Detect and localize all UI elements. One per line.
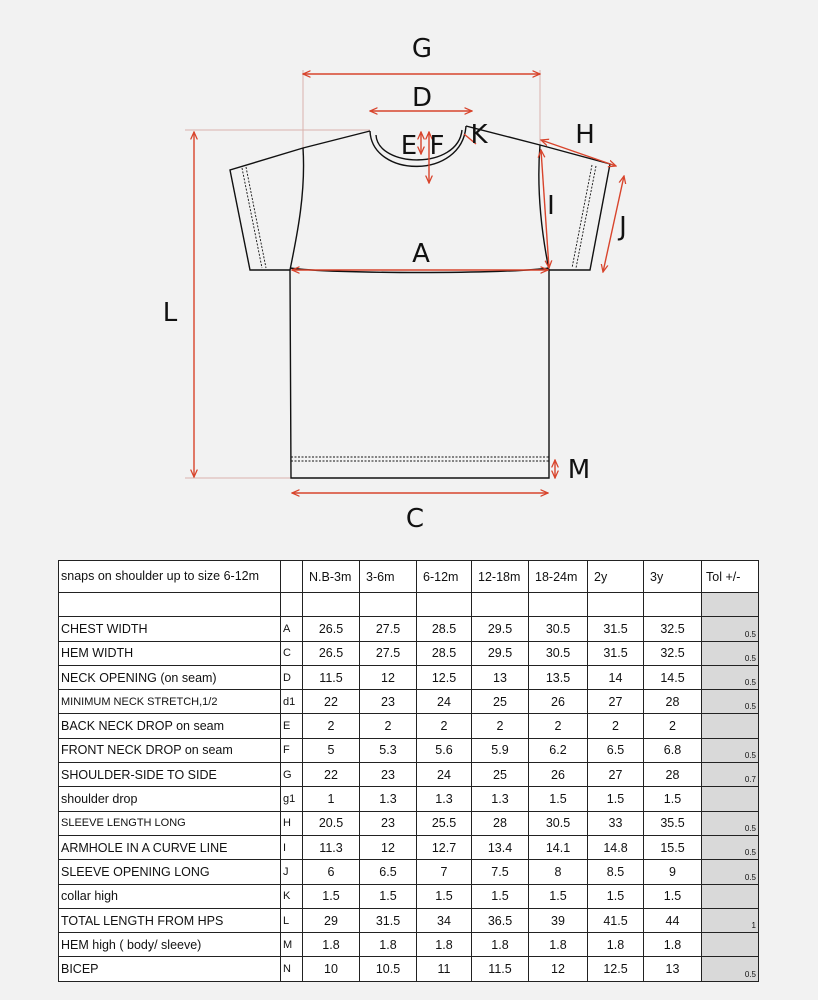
measurement-code: K <box>281 884 303 908</box>
size-column-header: 2y <box>588 561 644 593</box>
measurement-value: 13.4 <box>472 835 529 859</box>
measurement-value: 12.5 <box>588 957 644 981</box>
measurement-value: 28 <box>644 763 702 787</box>
measurement-value: 5.3 <box>360 738 417 762</box>
measurement-value: 36.5 <box>472 908 529 932</box>
tolerance-cell: 0.5 <box>702 665 759 689</box>
tolerance-cell: 0.5 <box>702 641 759 665</box>
measurement-value: 11 <box>417 957 472 981</box>
table-header-row <box>59 561 759 593</box>
measurement-value: 25 <box>472 763 529 787</box>
tolerance-cell: 0.5 <box>702 835 759 859</box>
measurement-value: 30.5 <box>529 617 588 641</box>
measurement-value: 1.8 <box>417 933 472 957</box>
measurement-value: 1.8 <box>644 933 702 957</box>
empty-cell <box>303 593 360 617</box>
measurement-code: J <box>281 860 303 884</box>
measurement-value: 14 <box>588 665 644 689</box>
measurement-value: 5.6 <box>417 738 472 762</box>
measurement-value: 6.8 <box>644 738 702 762</box>
measurement-value: 6 <box>303 860 360 884</box>
measurement-value: 11.3 <box>303 835 360 859</box>
measurement-code: D <box>281 665 303 689</box>
measurement-label: HEM WIDTH <box>59 641 281 665</box>
empty-cell <box>472 593 529 617</box>
table-row <box>59 811 759 835</box>
table-row <box>59 860 759 884</box>
measurement-value: 13 <box>472 665 529 689</box>
measurement-value: 29 <box>303 908 360 932</box>
measurement-value: 12 <box>360 835 417 859</box>
measurement-label: SLEEVE OPENING LONG <box>59 860 281 884</box>
dimension-label-k: K <box>470 120 488 150</box>
size-column-header: 12-18m <box>472 561 529 593</box>
measurement-value: 12 <box>360 665 417 689</box>
measurement-value: 27.5 <box>360 641 417 665</box>
measurement-value: 30.5 <box>529 811 588 835</box>
measurement-label: shoulder drop <box>59 787 281 811</box>
measurement-value: 27 <box>588 763 644 787</box>
measurement-label: SLEEVE LENGTH LONG <box>59 811 281 835</box>
measurement-code: I <box>281 835 303 859</box>
measurement-value: 1.3 <box>472 787 529 811</box>
empty-cell <box>588 593 644 617</box>
measurement-value: 29.5 <box>472 641 529 665</box>
measurement-value: 26 <box>529 763 588 787</box>
measurement-value: 1.8 <box>303 933 360 957</box>
measurement-code: C <box>281 641 303 665</box>
table-row <box>59 690 759 714</box>
dimension-label-g: G <box>411 34 433 64</box>
table-row <box>59 763 759 787</box>
measurement-value: 15.5 <box>644 835 702 859</box>
measurement-code: H <box>281 811 303 835</box>
measurement-label: FRONT NECK DROP on seam <box>59 738 281 762</box>
measurement-value: 33 <box>588 811 644 835</box>
measurement-label: MINIMUM NECK STRETCH,1/2 <box>59 690 281 714</box>
empty-cell <box>360 593 417 617</box>
table-row <box>59 714 759 738</box>
measurement-value: 1.8 <box>529 933 588 957</box>
measurement-label: BACK NECK DROP on seam <box>59 714 281 738</box>
measurement-value: 26 <box>529 690 588 714</box>
tolerance-cell <box>702 787 759 811</box>
measurement-value: 8.5 <box>588 860 644 884</box>
measurement-value: 1.3 <box>417 787 472 811</box>
dimension-label-h: H <box>575 120 595 150</box>
measurement-code: A <box>281 617 303 641</box>
tolerance-cell: 0.5 <box>702 617 759 641</box>
dimension-label-a: A <box>412 239 430 269</box>
table-row <box>59 884 759 908</box>
measurement-value: 11.5 <box>472 957 529 981</box>
measurement-value: 31.5 <box>588 617 644 641</box>
dimension-label-j: J <box>619 212 627 242</box>
dimension-label-m: M <box>567 455 591 485</box>
measurement-value: 28 <box>644 690 702 714</box>
measurement-value: 27 <box>588 690 644 714</box>
tolerance-cell: 0.5 <box>702 860 759 884</box>
measurement-label: SHOULDER-SIDE TO SIDE <box>59 763 281 787</box>
measurement-value: 34 <box>417 908 472 932</box>
measurement-value: 10.5 <box>360 957 417 981</box>
code-column-header <box>281 561 303 593</box>
empty-cell <box>59 593 281 617</box>
measurement-value: 1.5 <box>303 884 360 908</box>
table-row <box>59 665 759 689</box>
table-row <box>59 835 759 859</box>
measurement-value: 25.5 <box>417 811 472 835</box>
measurement-value: 14.5 <box>644 665 702 689</box>
measurement-value: 28.5 <box>417 617 472 641</box>
dimension-label-d: D <box>411 83 433 113</box>
table-row <box>59 738 759 762</box>
measurement-value: 2 <box>644 714 702 738</box>
size-column-header: N.B-3m <box>303 561 360 593</box>
tolerance-cell: 0.5 <box>702 957 759 981</box>
measurement-value: 41.5 <box>588 908 644 932</box>
measurement-value: 22 <box>303 763 360 787</box>
measurement-value: 32.5 <box>644 641 702 665</box>
measurement-label: BICEP <box>59 957 281 981</box>
table-row <box>59 641 759 665</box>
measurement-code: d1 <box>281 690 303 714</box>
measurement-value: 14.1 <box>529 835 588 859</box>
size-column-header: 18-24m <box>529 561 588 593</box>
dimension-label-c: C <box>405 504 425 534</box>
measurement-value: 5.9 <box>472 738 529 762</box>
measurement-label: collar high <box>59 884 281 908</box>
measurement-value: 2 <box>303 714 360 738</box>
measurement-code: L <box>281 908 303 932</box>
measurement-value: 1.5 <box>588 787 644 811</box>
measurement-value: 13.5 <box>529 665 588 689</box>
measurement-value: 28 <box>472 811 529 835</box>
measurement-label: NECK OPENING (on seam) <box>59 665 281 689</box>
tolerance-cell: 1 <box>702 908 759 932</box>
size-spec-table <box>58 560 759 982</box>
measurement-label: HEM high ( body/ sleeve) <box>59 933 281 957</box>
measurement-value: 7 <box>417 860 472 884</box>
dimension-label-i: I <box>547 191 555 221</box>
measurement-value: 23 <box>360 690 417 714</box>
table-spacer-row <box>59 593 759 617</box>
measurement-code: g1 <box>281 787 303 811</box>
measurement-code: M <box>281 933 303 957</box>
empty-cell <box>281 593 303 617</box>
measurement-value: 31.5 <box>588 641 644 665</box>
measurement-value: 6.5 <box>360 860 417 884</box>
tolerance-cell <box>702 884 759 908</box>
measurement-value: 2 <box>417 714 472 738</box>
measurement-value: 13 <box>644 957 702 981</box>
measurement-value: 1.8 <box>472 933 529 957</box>
empty-cell <box>644 593 702 617</box>
table-row <box>59 957 759 981</box>
tolerance-cell: 0.5 <box>702 738 759 762</box>
measurement-value: 39 <box>529 908 588 932</box>
measurement-label: CHEST WIDTH <box>59 617 281 641</box>
table-row <box>59 908 759 932</box>
measurement-label: ARMHOLE IN A CURVE LINE <box>59 835 281 859</box>
measurement-value: 22 <box>303 690 360 714</box>
measurement-value: 24 <box>417 690 472 714</box>
measurement-value: 12.5 <box>417 665 472 689</box>
empty-cell <box>417 593 472 617</box>
measurement-value: 35.5 <box>644 811 702 835</box>
measurement-value: 12.7 <box>417 835 472 859</box>
measurement-value: 12 <box>529 957 588 981</box>
measurement-value: 1.5 <box>529 787 588 811</box>
measurement-value: 5 <box>303 738 360 762</box>
measurement-value: 44 <box>644 908 702 932</box>
measurement-value: 24 <box>417 763 472 787</box>
dimension-label-l: L <box>162 298 178 328</box>
measurement-value: 14.8 <box>588 835 644 859</box>
measurement-value: 9 <box>644 860 702 884</box>
measurement-value: 26.5 <box>303 641 360 665</box>
measurement-value: 30.5 <box>529 641 588 665</box>
measurement-value: 31.5 <box>360 908 417 932</box>
measurement-value: 1.5 <box>644 884 702 908</box>
measurement-value: 1.8 <box>588 933 644 957</box>
measurement-value: 28.5 <box>417 641 472 665</box>
measurement-value: 8 <box>529 860 588 884</box>
measurement-value: 1.5 <box>529 884 588 908</box>
measurement-value: 6.2 <box>529 738 588 762</box>
measurement-value: 2 <box>588 714 644 738</box>
measurement-value: 25 <box>472 690 529 714</box>
size-column-header: 3y <box>644 561 702 593</box>
measurement-code: G <box>281 763 303 787</box>
measurement-value: 1.5 <box>588 884 644 908</box>
empty-cell <box>529 593 588 617</box>
measurement-value: 1.5 <box>644 787 702 811</box>
measurement-value: 7.5 <box>472 860 529 884</box>
size-column-header: 3-6m <box>360 561 417 593</box>
measurement-value: 11.5 <box>303 665 360 689</box>
measurement-value: 2 <box>472 714 529 738</box>
measurement-value: 32.5 <box>644 617 702 641</box>
measurement-value: 1.5 <box>472 884 529 908</box>
measurement-value: 23 <box>360 811 417 835</box>
measurement-value: 1.5 <box>360 884 417 908</box>
measurement-value: 2 <box>529 714 588 738</box>
measurement-value: 6.5 <box>588 738 644 762</box>
tolerance-cell: 0.5 <box>702 690 759 714</box>
dimension-label-e: E <box>400 131 418 161</box>
table-row <box>59 933 759 957</box>
measurement-code: E <box>281 714 303 738</box>
tolerance-cell: 0.5 <box>702 811 759 835</box>
tolerance-cell <box>702 593 759 617</box>
dimension-label-f: F <box>429 131 445 161</box>
tshirt-outline <box>230 126 610 478</box>
measurement-value: 26.5 <box>303 617 360 641</box>
measurement-value: 27.5 <box>360 617 417 641</box>
measurement-value: 1 <box>303 787 360 811</box>
tolerance-cell <box>702 933 759 957</box>
measurement-value: 1.8 <box>360 933 417 957</box>
size-column-header: 6-12m <box>417 561 472 593</box>
measurement-value: 23 <box>360 763 417 787</box>
measurement-label: TOTAL LENGTH FROM HPS <box>59 908 281 932</box>
measurement-value: 29.5 <box>472 617 529 641</box>
table-row <box>59 787 759 811</box>
measurement-code: F <box>281 738 303 762</box>
tolerance-cell: 0.7 <box>702 763 759 787</box>
table-row <box>59 617 759 641</box>
measurement-value: 1.5 <box>417 884 472 908</box>
measurement-value: 2 <box>360 714 417 738</box>
tolerance-cell <box>702 714 759 738</box>
table-title: snaps on shoulder up to size 6-12m <box>59 561 281 593</box>
measurement-value: 20.5 <box>303 811 360 835</box>
measurement-code: N <box>281 957 303 981</box>
measurement-value: 10 <box>303 957 360 981</box>
measurement-value: 1.3 <box>360 787 417 811</box>
tolerance-column-header: Tol +/- <box>702 561 759 593</box>
